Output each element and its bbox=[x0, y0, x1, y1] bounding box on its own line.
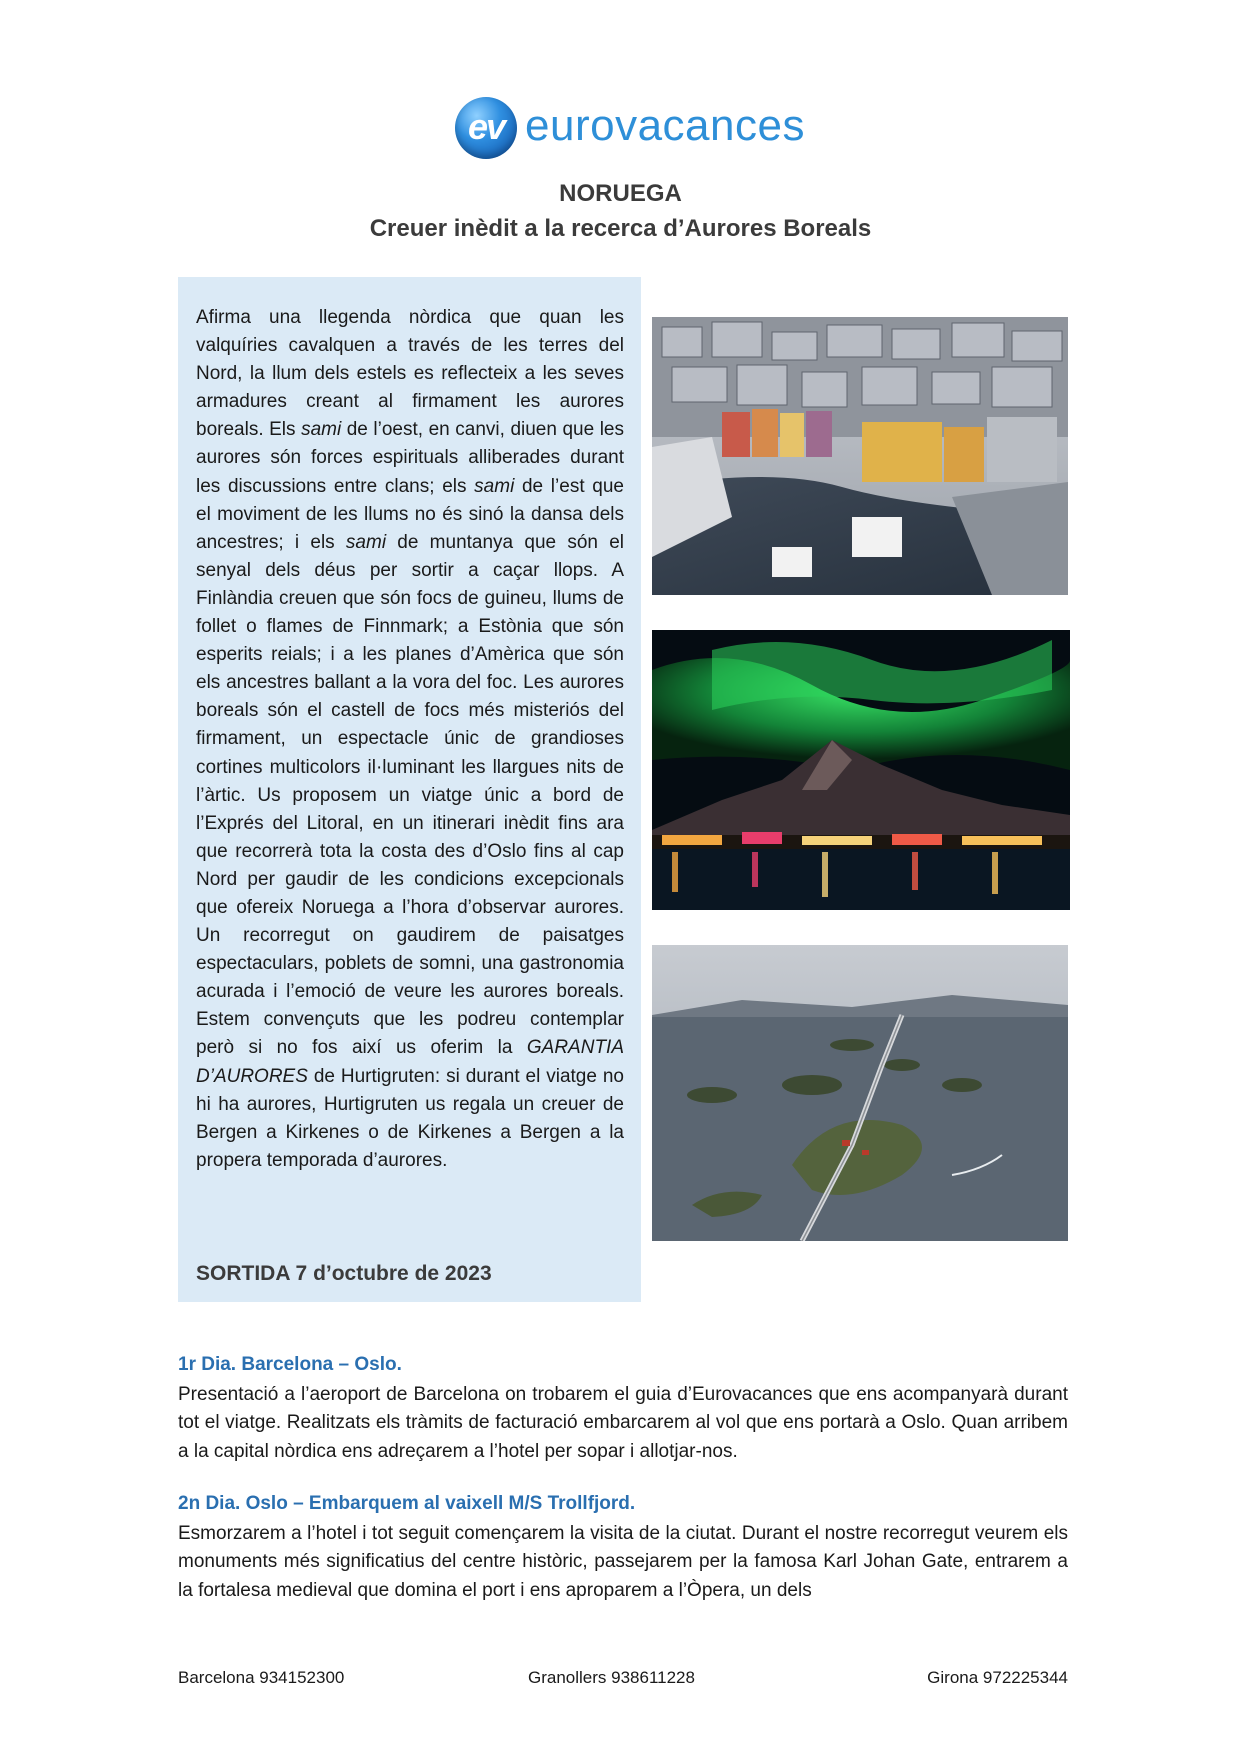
intro-box bbox=[178, 277, 641, 1302]
eurovacances-logo bbox=[455, 97, 815, 159]
day-1-text: Presentació a l’aeroport de Barcelona on trobarem el guia d’Eurovacances que ens acompanyarà durant tot el viatge. Realitzats els tràmits de facturació embarcarem al vol que ens portarà a Oslo. Quan arribem a la capital nòrdica ens adreçarem a l’hotel per sopar i allotjar-nos. bbox=[178, 1384, 1068, 1462]
sami-italic-2: sami bbox=[474, 475, 515, 497]
departure-date: SORTIDA 7 d’octubre de 2023 bbox=[196, 1262, 492, 1285]
day-1-title: 1r Dia. Barcelona – Oslo. bbox=[178, 1354, 402, 1375]
logo-badge-text: ev bbox=[467, 106, 505, 147]
logo-wordmark: eurovacances bbox=[525, 101, 805, 150]
day-2-title: 2n Dia. Oslo – Embarquem al vaixell M/S Trollfjord. bbox=[178, 1493, 636, 1514]
footer-office-girona: Girona 972225344 bbox=[927, 1668, 1068, 1687]
footer-office-granollers: Granollers 938611228 bbox=[528, 1668, 695, 1687]
sami-italic-3: sami bbox=[345, 531, 387, 553]
photo-coastal-road bbox=[652, 945, 1068, 1241]
page-title: NORUEGA bbox=[559, 180, 682, 207]
day-2-text: Esmorzarem a l’hotel i tot seguit començarem la visita de la ciutat. Durant el nostre recorregut veurem els monuments més significatius del centre històric, passejarem per la famosa Karl Johan Gate, entrarem a la fortalesa medieval que domina el port i ens aproparem a l’Òpera, un dels bbox=[178, 1523, 1068, 1601]
sami-italic-1: sami bbox=[301, 419, 342, 441]
intro-text: Afirma una llegenda nòrdica que quan les valquíries cavalquen a través de les terres del Nord, la llum dels estels es reflecteix a les seves armadures creant al firmament les aurores boreals. Els sami de l’oest, en canvi, diuen que les aurores són forces espirituals alliberades durant les discussions entre clans; els sami de l’est que el moviment de les llums no és sinó la dansa dels ancestres; i els sami de muntanya que són el senyal dels déus per sortir a caçar llops. A Finlàndia creuen que són focs de guineu, llums de follet o flames de Finnmark; a Estònia que són esperits reials; i a les planes d’Amèrica que són els ancestres ballant a la vora del foc. Les aurores boreals són el castell de focs més misteriós del firmament, un espectacle únic de grandioses cortines multicolors il·luminant les llargues nits de l’àrtic. Us proposem un viatge únic a bord de l’Exprés del Litoral, en un itinerari inèdit fins ara que recorrerà tota la costa des d’Oslo fins al cap Nord per gaudir de les condicions excepcionals que ofereix Noruega a l’hora d’observar aurores. Un recorregut on gaudirem de paisatges espectaculars, poblets de somni, una gastronomia acurada i l’emoció de veure les aurores boreals. Estem convençuts que les podreu contemplar però si no fos així us oferim la GARANTIA D’AURORES de Hurtigruten: si durant el viatge no hi ha aurores, Hurtigruten us regala un creuer de Bergen a Kirkenes o de Kirkenes a Bergen a la propera temporada d’aurores. bbox=[196, 307, 625, 1171]
footer-office-barcelona: Barcelona 934152300 bbox=[178, 1668, 345, 1687]
photo-northern-lights bbox=[652, 630, 1070, 910]
logo-badge bbox=[455, 97, 517, 159]
guarantee-italic: GARANTIA D’AURORES bbox=[196, 1037, 624, 1087]
page-subtitle: Creuer inèdit a la recerca d’Aurores Boreals bbox=[369, 215, 872, 242]
photo-alesund-town bbox=[652, 317, 1068, 595]
